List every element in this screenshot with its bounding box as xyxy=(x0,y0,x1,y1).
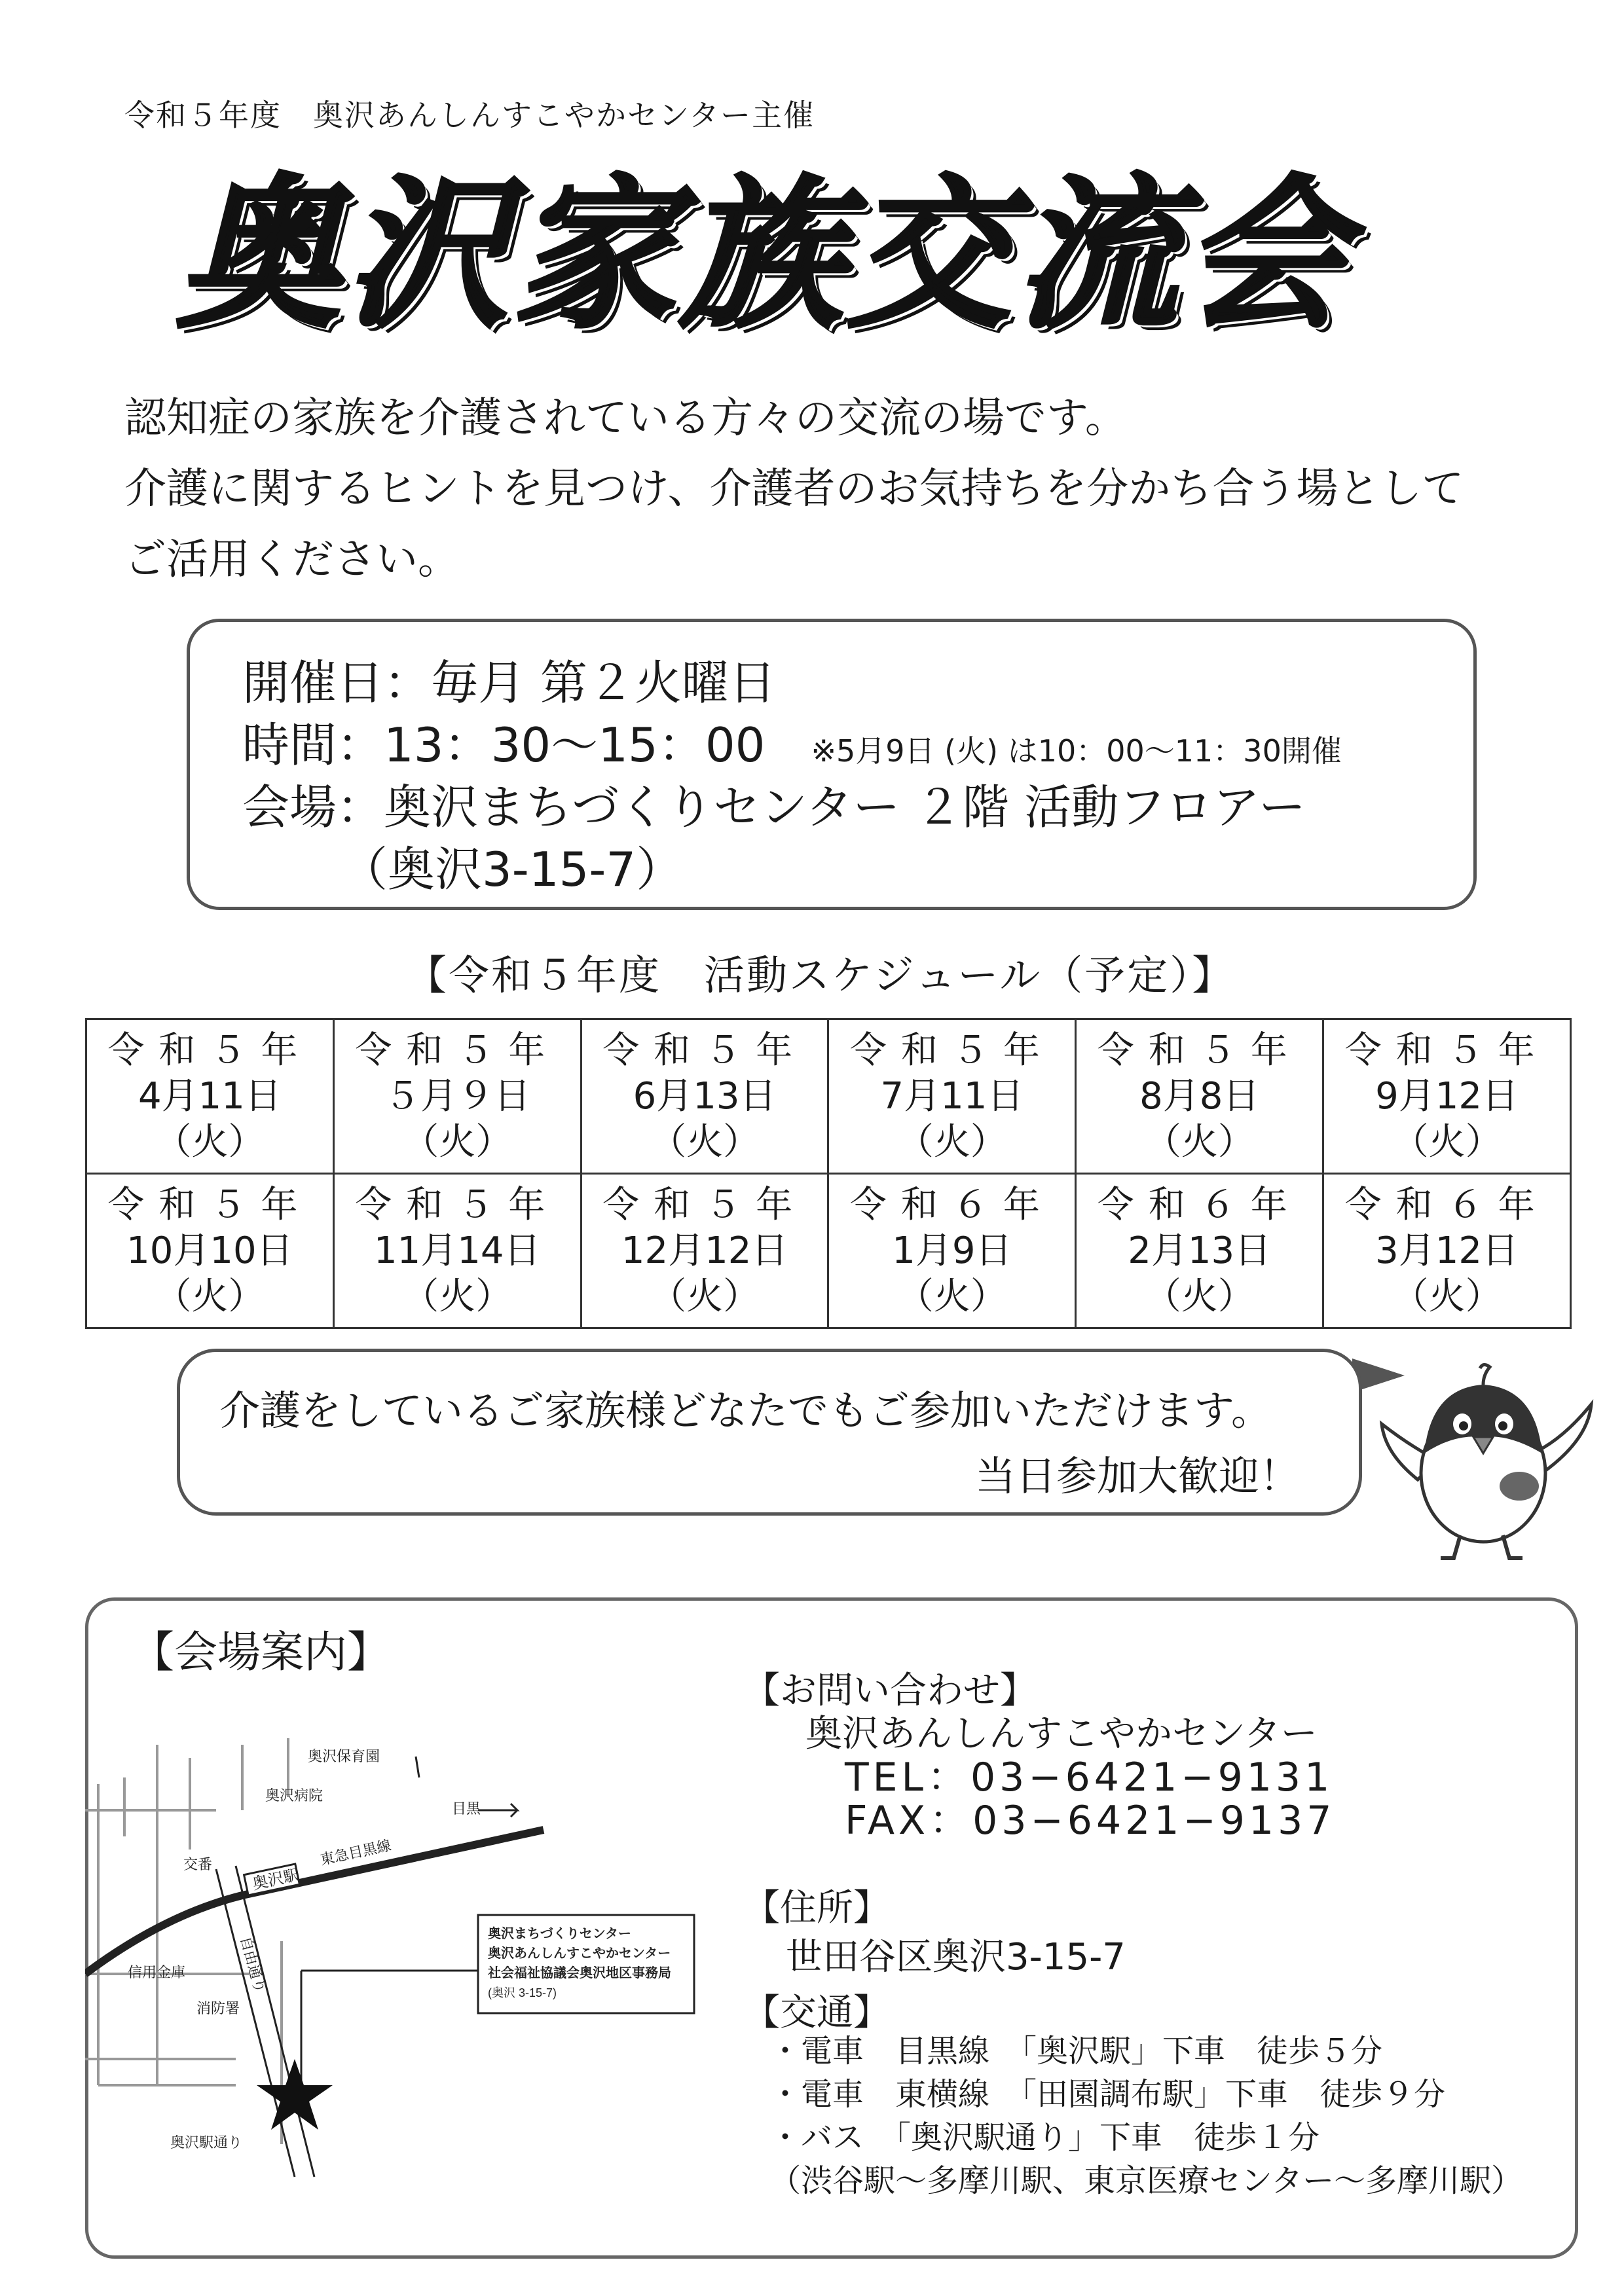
bubble-message: 介護をしているご家族様どなたでもご参加いただけます。 xyxy=(219,1387,1272,1434)
map-station-label: 奥沢駅 xyxy=(251,1866,301,1893)
event-info-box xyxy=(187,619,1477,910)
map-center-label-4: (奥沢 3-15-7) xyxy=(488,1986,557,1999)
traffic-list xyxy=(769,2030,1522,2202)
map-line-label: 東急目黒線 xyxy=(318,1836,393,1868)
traffic-item: ・電車 東横線 「田園調布駅」下車 徒歩９分 xyxy=(769,2076,1446,2113)
schedule-cell: 令和５年 8月8日 （火） xyxy=(1076,1019,1323,1174)
event-time-note: ※5月9日 (火) は10：00〜11：30開催 xyxy=(811,733,1342,769)
contact-section xyxy=(743,1669,1335,1842)
schedule-cell: 令和５年 10月10日 （火） xyxy=(86,1174,334,1328)
contact-tel: TEL：03−6421−9131 xyxy=(845,1755,1334,1800)
map-center-label-3: 社会福祉協議会奥沢地区事務局 xyxy=(488,1966,671,1980)
schedule-title: 【令和５年度 活動スケジュール（予定）】 xyxy=(406,951,1235,999)
map-center-label-1: 奥沢まちづくりセンター xyxy=(488,1927,631,1941)
intro-text xyxy=(124,383,1565,595)
map-shinyo-label: 信用金庫 xyxy=(128,1964,186,1980)
traffic-note: （渋谷駅〜多摩川駅、東京医療センター〜多摩川駅） xyxy=(769,2162,1523,2199)
schedule-cell: 令和５年 12月12日 （火） xyxy=(581,1174,828,1328)
map-nursery-label: 奥沢保育園 xyxy=(308,1748,380,1764)
event-time-row xyxy=(242,707,1342,775)
schedule-cell: 令和５年 9月12日 （火） xyxy=(1323,1019,1571,1174)
organizer-line: 令和５年度 奥沢あんしんすこやかセンター主催 xyxy=(124,98,815,133)
map-meguro-label: 目黒 xyxy=(452,1800,481,1817)
map-koban-label: 交番 xyxy=(183,1856,213,1872)
schedule-cell: 令和５年 6月13日 （火） xyxy=(581,1019,828,1174)
schedule-cell: 令和５年 4月11日 （火） xyxy=(86,1019,334,1174)
intro-line: 介護に関するヒントを見つけ、介護者のお気持ちを分かち合う場として xyxy=(124,465,1464,513)
schedule-row xyxy=(86,1174,1571,1328)
page-title: 奥沢家族交流会 xyxy=(177,160,1350,350)
schedule-cell: 令和６年 2月13日 （火） xyxy=(1076,1174,1323,1328)
map-fire-label: 消防署 xyxy=(196,2000,240,2016)
bubble-welcome: 当日参加大歓迎！ xyxy=(974,1452,1300,1500)
map-center-label-2: 奥沢あんしんすこやかセンター xyxy=(488,1946,671,1961)
mascot-bird-illustration xyxy=(1378,1362,1595,1565)
schedule-cell: 令和６年 3月12日 （火） xyxy=(1323,1174,1571,1328)
intro-line: ご活用ください。 xyxy=(124,536,460,584)
traffic-heading: 【交通】 xyxy=(743,1992,890,2034)
event-date: 開催日：毎月 第２火曜日 xyxy=(242,655,776,710)
schedule-table xyxy=(85,1018,1572,1329)
address-heading: 【住所】 xyxy=(743,1887,890,1929)
schedule-row xyxy=(86,1019,1571,1174)
contact-name: 奥沢あんしんすこやかセンター xyxy=(805,1713,1318,1755)
intro-line: 認知症の家族を介護されている方々の交流の場です。 xyxy=(124,394,1127,443)
event-venue: 会場：奥沢まちづくりセンター ２階 活動フロアー xyxy=(242,780,1306,835)
address-value: 世田谷区奥沢3-15-7 xyxy=(786,1936,1126,1978)
contact-heading: 【お問い合わせ】 xyxy=(743,1669,1037,1712)
schedule-cell: 令和５年 11月14日 （火） xyxy=(333,1174,581,1328)
map-hospital-label: 奥沢病院 xyxy=(265,1787,323,1804)
schedule-cell: 令和５年 7月11日 （火） xyxy=(828,1019,1076,1174)
map-bus-stop-label: 奥沢駅通り xyxy=(170,2134,243,2151)
schedule-cell: 令和６年 1月9日 （火） xyxy=(828,1174,1076,1328)
map-jiyu-dori-label: 自由通り xyxy=(237,1935,268,1995)
traffic-item: ・電車 目黒線 「奥沢駅」下車 徒歩５分 xyxy=(769,2033,1383,2069)
speech-bubble xyxy=(177,1349,1362,1516)
venue-guide-title: 【会場案内】 xyxy=(131,1627,390,1677)
schedule-cell: 令和５年 ５月９日 （火） xyxy=(333,1019,581,1174)
traffic-item: ・バス 「奥沢駅通り」下車 徒歩１分 xyxy=(769,2119,1320,2156)
venue-map xyxy=(85,1719,792,2190)
event-time: 時間：13：30〜15：00 xyxy=(242,718,766,773)
event-venue-address: （奥沢3-15-7） xyxy=(341,842,684,897)
contact-fax: FAX：03−6421−9137 xyxy=(845,1798,1336,1844)
